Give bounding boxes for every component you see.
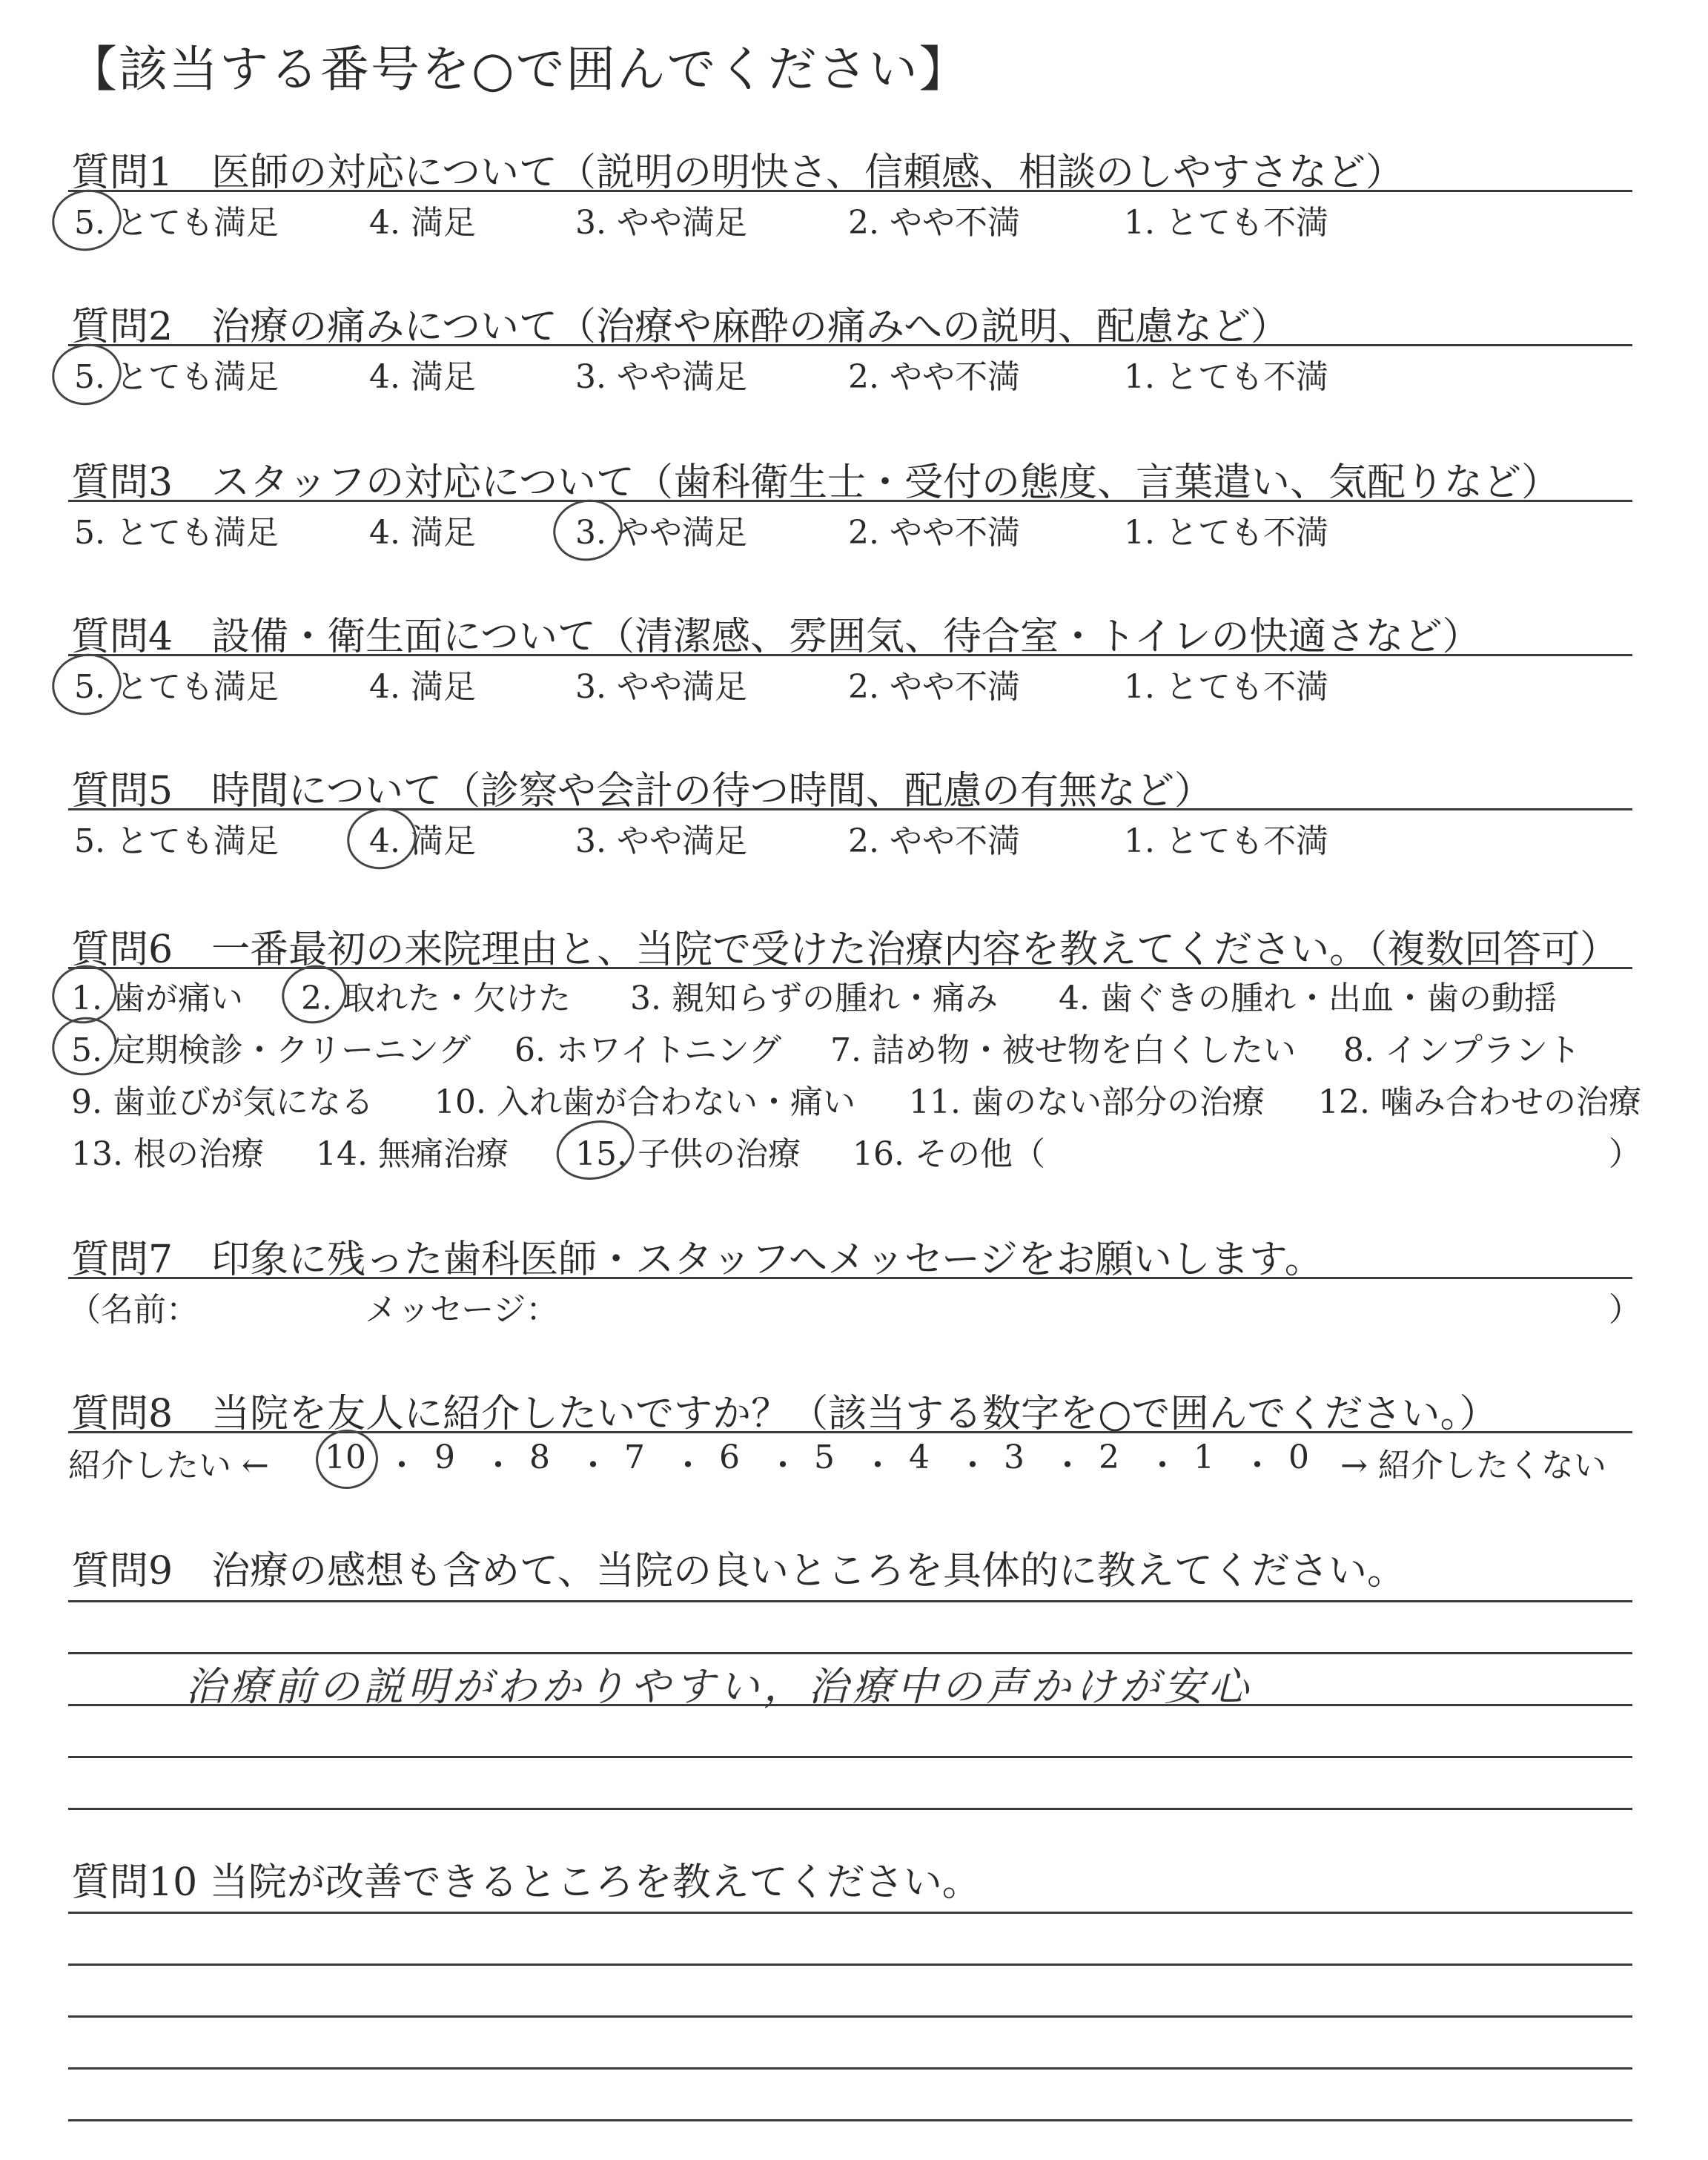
q1-option-5[interactable]: 5. とても満足	[74, 204, 279, 242]
q6-option-9[interactable]: 9. 歯並びが気になる	[71, 1083, 374, 1121]
q3-option-3[interactable]: 3. やや満足	[575, 514, 747, 552]
q5-option-5[interactable]: 5. とても満足	[74, 822, 279, 860]
q4-option-1[interactable]: 1. とても不満	[1124, 668, 1328, 706]
q9-line	[68, 1756, 1632, 1758]
q10-title: 質問10 当院が改善できるところを教えてください。	[71, 1860, 981, 1905]
q1-rule	[68, 190, 1632, 192]
q10-line	[68, 1912, 1632, 1914]
q6-option-5[interactable]: 5. 定期検診・クリーニング	[71, 1031, 471, 1069]
q8-scale-4[interactable]: 4	[909, 1439, 930, 1476]
q8-separator: ・	[861, 1447, 894, 1484]
q6-option-6[interactable]: 6. ホワイトニング	[514, 1031, 782, 1069]
q4-rule	[68, 654, 1632, 656]
q4-title: 質問4 設備・衛生面について（清潔感、雰囲気、待合室・トイレの快適さなど）	[71, 615, 1481, 659]
q4-option-4[interactable]: 4. 満足	[369, 668, 476, 706]
q8-scale-8[interactable]: 8	[529, 1439, 550, 1476]
q1-option-2[interactable]: 2. やや不満	[848, 204, 1020, 242]
q6-option-10[interactable]: 10. 入れ歯が合わない・痛い	[434, 1083, 855, 1121]
q8-scale-7[interactable]: 7	[624, 1439, 645, 1476]
q7-name-label: （名前：	[68, 1291, 199, 1329]
q2-option-2[interactable]: 2. やや不満	[848, 358, 1020, 396]
q8-separator: ・	[1051, 1447, 1084, 1484]
q9-line	[68, 1808, 1632, 1810]
q8-scale-0[interactable]: 0	[1288, 1439, 1309, 1476]
q8-scale-6[interactable]: 6	[719, 1439, 740, 1476]
q7-rule	[68, 1277, 1632, 1279]
q2-option-4[interactable]: 4. 満足	[369, 358, 476, 396]
q8-scale-2[interactable]: 2	[1099, 1439, 1119, 1476]
q3-option-4[interactable]: 4. 満足	[369, 514, 476, 552]
q6-option-4[interactable]: 4. 歯ぐきの腫れ・出血・歯の動揺	[1059, 980, 1557, 1017]
q1-option-3[interactable]: 3. やや満足	[575, 204, 747, 242]
q6-option-14[interactable]: 14. 無痛治療	[316, 1135, 509, 1173]
q8-separator: ・	[1241, 1447, 1274, 1484]
q1-option-1[interactable]: 1. とても不満	[1124, 204, 1328, 242]
q8-scale-1[interactable]: 1	[1194, 1439, 1214, 1476]
q8-rule	[68, 1431, 1632, 1433]
q4-option-3[interactable]: 3. やや満足	[575, 668, 747, 706]
q3-option-1[interactable]: 1. とても不満	[1124, 514, 1328, 552]
q6-option-2[interactable]: 2. 取れた・欠けた	[301, 980, 571, 1017]
q6-option-8[interactable]: 8. インプラント	[1343, 1031, 1580, 1069]
q9-line	[68, 1652, 1632, 1654]
q8-separator: ・	[672, 1447, 704, 1484]
q5-option-3[interactable]: 3. やや満足	[575, 822, 747, 860]
q2-title: 質問2 治療の痛みについて（治療や麻酔の痛みへの説明、配慮など）	[71, 305, 1290, 349]
q8-separator: ・	[956, 1447, 989, 1484]
q9-title: 質問9 治療の感想も含めて、当院の良いところを具体的に教えてください。	[71, 1549, 1406, 1593]
q6-closing-paren: ）	[1609, 1135, 1641, 1173]
q8-right-label: → 紹介したくない	[1340, 1447, 1606, 1484]
q6-title: 質問6 一番最初の来院理由と、当院で受けた治療内容を教えてください。（複数回答可）	[71, 928, 1619, 972]
q3-option-5[interactable]: 5. とても満足	[74, 514, 279, 552]
q6-option-15[interactable]: 15. 子供の治療	[575, 1135, 801, 1173]
q3-rule	[68, 500, 1632, 502]
q10-line	[68, 1964, 1632, 1966]
q10-line	[68, 2067, 1632, 2070]
q2-option-5[interactable]: 5. とても満足	[74, 358, 279, 396]
form-heading: 【該当する番号を○で囲んでください】	[68, 41, 970, 98]
q6-option-7[interactable]: 7. 詰め物・被せ物を白くしたい	[830, 1031, 1296, 1069]
q9-line	[68, 1600, 1632, 1602]
q1-title: 質問1 医師の対応について（説明の明快さ、信頼感、相談のしやすさなど）	[71, 151, 1404, 195]
q7-closing-paren: ）	[1609, 1291, 1641, 1329]
q2-option-1[interactable]: 1. とても不満	[1124, 358, 1328, 396]
q6-option-3[interactable]: 3. 親知らずの腫れ・痛み	[630, 980, 998, 1017]
q6-option-1[interactable]: 1. 歯が痛い	[71, 980, 243, 1017]
q8-separator: ・	[385, 1447, 418, 1484]
q10-line	[68, 2015, 1632, 2018]
q9-handwritten-answer: 治療前の説明がわかりやすい，治療中の声かけが安心	[185, 1663, 1253, 1710]
q5-rule	[68, 808, 1632, 810]
q8-title: 質問8 当院を友人に紹介したいですか？（該当する数字を○で囲んでください。）	[71, 1392, 1498, 1436]
q7-title: 質問7 印象に残った歯科医師・スタッフへメッセージをお願いします。	[71, 1238, 1323, 1282]
q8-scale-9[interactable]: 9	[434, 1439, 455, 1476]
q6-option-11[interactable]: 11. 歯のない部分の治療	[909, 1083, 1265, 1121]
selection-circle	[46, 1011, 123, 1083]
q8-scale-5[interactable]: 5	[814, 1439, 835, 1476]
q5-option-4[interactable]: 4. 満足	[369, 822, 476, 860]
q5-option-1[interactable]: 1. とても不満	[1124, 822, 1328, 860]
q3-title: 質問3 スタッフの対応について（歯科衛生士・受付の態度、言葉遣い、気配りなど）	[71, 460, 1560, 505]
q3-option-2[interactable]: 2. やや不満	[848, 514, 1020, 552]
q8-separator: ・	[767, 1447, 799, 1484]
q1-option-4[interactable]: 4. 満足	[369, 204, 476, 242]
q6-option-13[interactable]: 13. 根の治療	[71, 1135, 264, 1173]
q8-left-label: 紹介したい ←	[68, 1447, 269, 1484]
q8-separator: ・	[577, 1447, 609, 1484]
q8-separator: ・	[1146, 1447, 1179, 1484]
q2-option-3[interactable]: 3. やや満足	[575, 358, 747, 396]
selection-circle	[550, 1112, 640, 1187]
q2-rule	[68, 344, 1632, 346]
q4-option-2[interactable]: 2. やや不満	[848, 668, 1020, 706]
q8-separator: ・	[482, 1447, 514, 1484]
q8-scale-3[interactable]: 3	[1004, 1439, 1025, 1476]
q5-title: 質問5 時間について（診察や会計の待つ時間、配慮の有無など）	[71, 769, 1214, 813]
q9-line	[68, 1704, 1632, 1706]
q7-message-label: メッセージ：	[365, 1291, 559, 1329]
q5-option-2[interactable]: 2. やや不満	[848, 822, 1020, 860]
q10-line	[68, 2119, 1632, 2121]
q6-option-12[interactable]: 12. 噛み合わせの治療	[1318, 1083, 1641, 1121]
q4-option-5[interactable]: 5. とても満足	[74, 668, 279, 706]
q8-scale-10[interactable]: 10	[325, 1439, 366, 1476]
q6-option-16[interactable]: 16. その他（	[853, 1135, 1045, 1173]
